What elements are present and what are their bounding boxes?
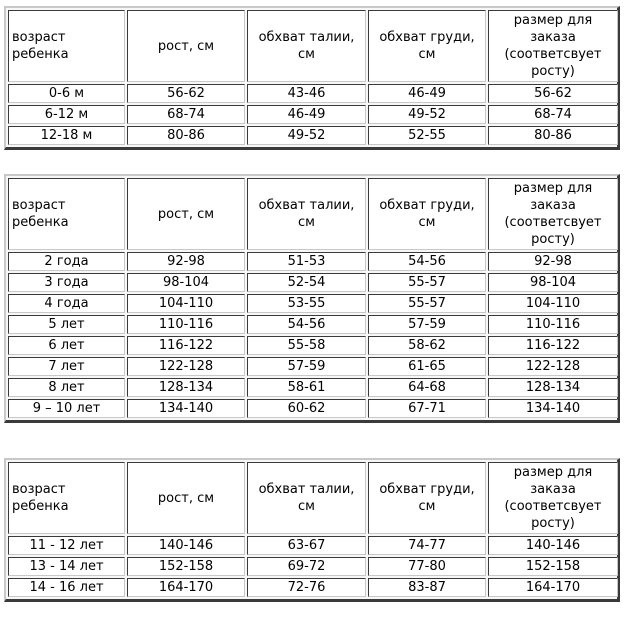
header-row <box>8 10 618 82</box>
cell-chest: 49-52 <box>368 105 486 124</box>
cell-waist: 51-53 <box>247 252 366 271</box>
table-row <box>8 536 618 555</box>
table-row <box>8 578 618 597</box>
cell-chest: 55-57 <box>368 273 486 292</box>
table-row <box>8 105 618 124</box>
size-table-infant <box>4 6 620 150</box>
cell-height: 122-128 <box>127 357 245 376</box>
cell-height: 164-170 <box>127 578 245 597</box>
cell-waist: 57-59 <box>247 357 366 376</box>
cell-age: 6 лет <box>8 336 125 355</box>
table-row <box>8 315 618 334</box>
cell-waist: 60-62 <box>247 399 366 418</box>
cell-height: 92-98 <box>127 252 245 271</box>
header-order-size: размер для заказа (соответсвует росту) <box>488 178 618 250</box>
cell-age: 11 - 12 лет <box>8 536 125 555</box>
header-order-size: размер для заказа (соответсвует росту) <box>488 10 618 82</box>
table-row <box>8 294 618 313</box>
cell-order-size: 134-140 <box>488 399 618 418</box>
cell-chest: 83-87 <box>368 578 486 597</box>
cell-height: 56-62 <box>127 84 245 103</box>
cell-age: 4 года <box>8 294 125 313</box>
cell-height: 116-122 <box>127 336 245 355</box>
header-age: возраст ребенка <box>8 462 125 534</box>
cell-height: 80-86 <box>127 126 245 145</box>
table-row <box>8 126 618 145</box>
cell-height: 128-134 <box>127 378 245 397</box>
table-row <box>8 84 618 103</box>
table-row <box>8 399 618 418</box>
header-waist: обхват талии, см <box>247 10 366 82</box>
cell-waist: 46-49 <box>247 105 366 124</box>
header-chest: обхват груди, см <box>368 178 486 250</box>
cell-height: 68-74 <box>127 105 245 124</box>
cell-height: 98-104 <box>127 273 245 292</box>
cell-waist: 69-72 <box>247 557 366 576</box>
size-table-teen <box>4 458 620 602</box>
cell-chest: 74-77 <box>368 536 486 555</box>
cell-age: 8 лет <box>8 378 125 397</box>
table-row <box>8 273 618 292</box>
cell-waist: 63-67 <box>247 536 366 555</box>
table-row <box>8 252 618 271</box>
header-height: рост, см <box>127 178 245 250</box>
header-waist: обхват талии, см <box>247 462 366 534</box>
cell-order-size: 56-62 <box>488 84 618 103</box>
cell-age: 6-12 м <box>8 105 125 124</box>
cell-order-size: 164-170 <box>488 578 618 597</box>
table-row <box>8 336 618 355</box>
cell-chest: 61-65 <box>368 357 486 376</box>
cell-age: 14 - 16 лет <box>8 578 125 597</box>
header-waist: обхват талии, см <box>247 178 366 250</box>
table-body <box>8 10 618 145</box>
size-table-child <box>4 174 620 423</box>
header-row <box>8 178 618 250</box>
cell-order-size: 122-128 <box>488 357 618 376</box>
header-height: рост, см <box>127 10 245 82</box>
cell-height: 134-140 <box>127 399 245 418</box>
cell-chest: 54-56 <box>368 252 486 271</box>
cell-order-size: 140-146 <box>488 536 618 555</box>
cell-order-size: 80-86 <box>488 126 618 145</box>
cell-age: 12-18 м <box>8 126 125 145</box>
cell-age: 13 - 14 лет <box>8 557 125 576</box>
table-row <box>8 557 618 576</box>
cell-order-size: 98-104 <box>488 273 618 292</box>
cell-age: 7 лет <box>8 357 125 376</box>
cell-height: 152-158 <box>127 557 245 576</box>
cell-waist: 53-55 <box>247 294 366 313</box>
cell-order-size: 110-116 <box>488 315 618 334</box>
cell-height: 104-110 <box>127 294 245 313</box>
cell-order-size: 152-158 <box>488 557 618 576</box>
cell-order-size: 68-74 <box>488 105 618 124</box>
table-body <box>8 462 618 597</box>
cell-waist: 43-46 <box>247 84 366 103</box>
cell-waist: 58-61 <box>247 378 366 397</box>
cell-waist: 72-76 <box>247 578 366 597</box>
cell-order-size: 104-110 <box>488 294 618 313</box>
cell-order-size: 92-98 <box>488 252 618 271</box>
cell-chest: 77-80 <box>368 557 486 576</box>
cell-age: 2 года <box>8 252 125 271</box>
header-age: возраст ребенка <box>8 178 125 250</box>
cell-waist: 55-58 <box>247 336 366 355</box>
cell-chest: 64-68 <box>368 378 486 397</box>
header-age: возраст ребенка <box>8 10 125 82</box>
header-chest: обхват груди, см <box>368 462 486 534</box>
header-chest: обхват груди, см <box>368 10 486 82</box>
cell-waist: 49-52 <box>247 126 366 145</box>
cell-chest: 57-59 <box>368 315 486 334</box>
cell-age: 5 лет <box>8 315 125 334</box>
cell-order-size: 128-134 <box>488 378 618 397</box>
cell-chest: 55-57 <box>368 294 486 313</box>
cell-age: 3 года <box>8 273 125 292</box>
cell-waist: 54-56 <box>247 315 366 334</box>
cell-chest: 58-62 <box>368 336 486 355</box>
cell-chest: 52-55 <box>368 126 486 145</box>
header-row <box>8 462 618 534</box>
table-row <box>8 378 618 397</box>
cell-waist: 52-54 <box>247 273 366 292</box>
table-body <box>8 178 618 418</box>
cell-age: 9 – 10 лет <box>8 399 125 418</box>
header-order-size: размер для заказа (соответсвует росту) <box>488 462 618 534</box>
cell-height: 110-116 <box>127 315 245 334</box>
cell-age: 0-6 м <box>8 84 125 103</box>
cell-chest: 46-49 <box>368 84 486 103</box>
cell-height: 140-146 <box>127 536 245 555</box>
header-height: рост, см <box>127 462 245 534</box>
cell-order-size: 116-122 <box>488 336 618 355</box>
cell-chest: 67-71 <box>368 399 486 418</box>
table-row <box>8 357 618 376</box>
